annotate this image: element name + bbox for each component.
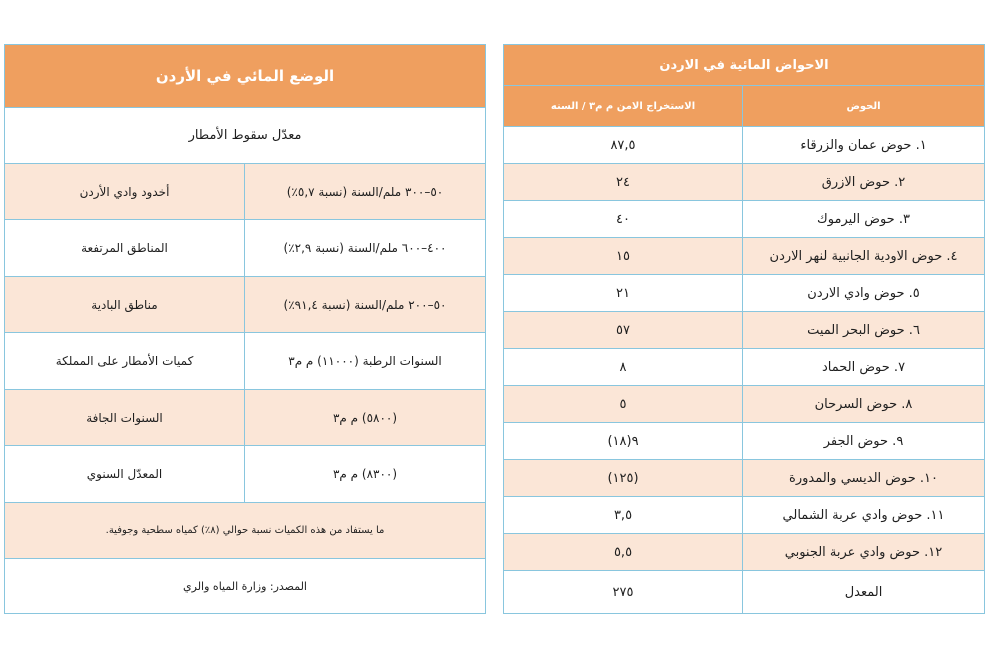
basin-column-header: الحوض [846, 100, 881, 112]
source-row [5, 558, 485, 613]
extraction-value: ٢١ [504, 275, 743, 311]
extraction-value: (١٢٥) [504, 460, 743, 496]
extraction-value: ٢٧٥ [504, 571, 743, 613]
table-row [5, 332, 485, 389]
row-value: (٥٨٠٠) م م٣ [332, 410, 398, 425]
extraction-value: ٩(١٨) [504, 423, 743, 459]
table-row [504, 237, 984, 274]
basin-name: ١. حوض عمان والزرقاء [800, 137, 927, 153]
basin-name: ١٢. حوض وادي عربة الجنوبي [784, 544, 943, 560]
basin-name: ٥. حوض وادي الاردن [807, 285, 920, 301]
table-row [5, 219, 485, 276]
note-text: ما يستفاد من هذه الكميات نسبة حوالي (٨٪) كمياه سطحية وجوفية. [105, 525, 385, 536]
table-row [504, 422, 984, 459]
row-label: المناطق المرتفعة [5, 220, 245, 276]
table-row [504, 200, 984, 237]
extraction-value: ٣,٥ [504, 497, 743, 533]
basin-name: المعدل [844, 584, 883, 600]
table-row [5, 389, 485, 445]
table-row [504, 311, 984, 348]
table-row [5, 163, 485, 219]
source-text: المصدر: وزارة المياه والري [183, 579, 307, 593]
column-header-row [504, 85, 984, 126]
extraction-value: ١٥ [504, 238, 743, 274]
row-label: مناطق البادية [5, 277, 245, 332]
row-value: ٥٠–٢٠٠ ملم/السنة (نسبة ٩١,٤٪) [283, 297, 447, 312]
basin-name: ٦. حوض البحر الميت [807, 322, 920, 338]
rainfall-header-row [5, 107, 485, 163]
row-label: السنوات الجافة [5, 390, 245, 445]
row-label: أخدود وادي الأردن [5, 164, 245, 219]
extraction-value: ٢٤ [504, 164, 743, 200]
row-value: ٤٠٠–٦٠٠ ملم/السنة (نسبة ٢,٩٪) [283, 241, 447, 255]
basin-name: ١١. حوض وادي عربة الشمالي [782, 507, 945, 523]
rainfall-header: معدّل سقوط الأمطار [188, 128, 302, 143]
water-basins-title-row [504, 45, 984, 85]
table-row [504, 533, 984, 570]
table-row [504, 274, 984, 311]
table-row [504, 126, 984, 163]
water-situation-title-row [5, 45, 485, 107]
row-label: المعدّل السنوي [5, 446, 245, 502]
table-row [504, 496, 984, 533]
table-row [504, 570, 984, 613]
table-row [504, 163, 984, 200]
note-row [5, 502, 485, 558]
row-value: السنوات الرطبة (١١٠٠٠) م م٣ [288, 354, 442, 368]
table-row [504, 459, 984, 496]
table-row [504, 385, 984, 422]
water-situation-title: الوضع المائي في الأردن [155, 67, 335, 85]
basin-name: ١٠. حوض الديسي والمدورة [789, 470, 938, 486]
basin-name: ٣. حوض اليرموك [817, 211, 910, 227]
basin-name: ٧. حوض الحماد [821, 359, 906, 375]
extraction-column-header: الاستخراج الامن م م٣ / السنه [504, 86, 743, 126]
extraction-value: ٥,٥ [504, 534, 743, 570]
row-value: ٥٠–٣٠٠ ملم/السنة (نسبة ٥,٧٪) [286, 184, 444, 199]
table-row [5, 276, 485, 332]
row-value: (٨٣٠٠) م م٣ [332, 467, 398, 481]
extraction-value: ٤٠ [504, 201, 743, 237]
basin-name: ٩. حوض الجفر [823, 433, 904, 449]
water-basins-table [503, 44, 985, 614]
basin-name: ٢. حوض الازرق [821, 174, 906, 190]
water-situation-table [4, 44, 486, 614]
extraction-value: ٨ [504, 349, 743, 385]
extraction-value: ٨٧,٥ [504, 127, 743, 163]
basin-name: ٨. حوض السرحان [814, 396, 913, 412]
water-basins-title: الاحواض المائية في الاردن [659, 57, 829, 73]
basin-name: ٤. حوض الاودية الجانبية لنهر الاردن [769, 248, 958, 264]
table-row [5, 445, 485, 502]
extraction-value: ٥٧ [504, 312, 743, 348]
extraction-value: ٥ [504, 386, 743, 422]
row-label: كميات الأمطار على المملكة [5, 333, 245, 389]
table-row [504, 348, 984, 385]
